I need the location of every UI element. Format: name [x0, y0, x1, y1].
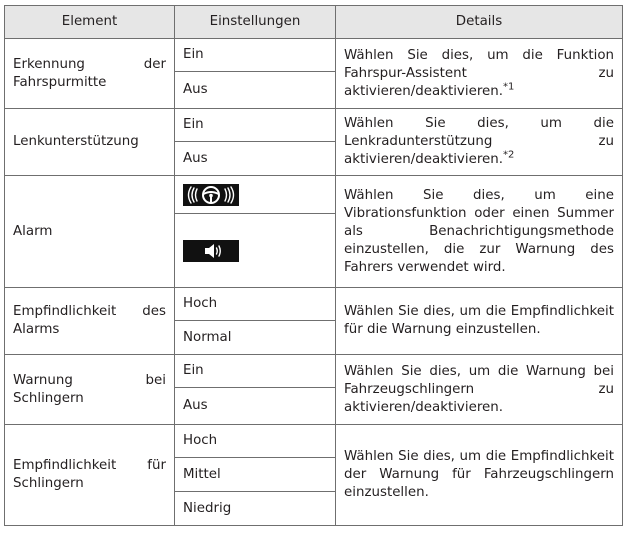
footnote-marker: *2 [503, 149, 515, 161]
setting-option-cell: Hoch [175, 425, 336, 458]
element-label: Alarm [13, 223, 53, 239]
details-cell: Wählen Sie dies, um eine Vibrationsfunktion oder einen Summer als Benachrichtigungsmethode einzustellen, die zur Warnung des Fahrers verwendet wird. [336, 176, 623, 288]
setting-option-cell: Ein [175, 109, 336, 142]
element-label: Warnung bei Schlingern [13, 372, 166, 406]
details-cell: Wählen Sie dies, um die Warnung bei Fahrzeugschlingern zu aktivieren/deaktivieren. [336, 355, 623, 425]
setting-option-cell: Ein [175, 39, 336, 72]
header-details: Details [336, 6, 623, 39]
setting-option-cell: Ein [175, 355, 336, 388]
setting-option-cell: Hoch [175, 288, 336, 321]
element-label: Empfindlichkeit des Alarms [13, 304, 166, 337]
table-row [5, 176, 623, 214]
setting-option-cell [175, 176, 336, 214]
element-cell [5, 288, 175, 355]
details-text: Wählen Sie dies, um die Lenkradunterstützung zu aktivieren/deaktivieren. [344, 116, 614, 167]
element-label: Erkennung der Fahrspurmitte [13, 56, 166, 90]
table-row [5, 425, 623, 458]
element-cell [5, 39, 175, 109]
element-label: Empfindlichkeit für Schlingern [13, 458, 166, 491]
element-cell [5, 109, 175, 176]
setting-option-cell: Aus [175, 388, 336, 425]
setting-option-cell: Aus [175, 142, 336, 176]
element-cell [5, 176, 175, 288]
settings-table [4, 5, 623, 526]
setting-option-cell: Aus [175, 72, 336, 109]
setting-option-cell [175, 214, 336, 288]
details-cell [336, 39, 623, 109]
details-cell: Wählen Sie dies, um die Empfindlichkeit für die Warnung einzustellen. [336, 288, 623, 355]
steering-wheel-vibration-icon [183, 184, 239, 206]
element-label: Lenkunterstützung [13, 134, 139, 149]
header-element: Element [5, 6, 175, 39]
element-cell [5, 355, 175, 425]
details-text: Wählen Sie dies, um die Funktion Fahrspur-Assistent zu aktivieren/deaktivieren. [344, 47, 614, 99]
setting-option-cell: Normal [175, 321, 336, 355]
buzzer-speaker-icon [183, 240, 239, 262]
setting-option-cell: Niedrig [175, 492, 336, 526]
table-row [5, 39, 623, 72]
table-row [5, 109, 623, 142]
header-row [5, 6, 623, 39]
details-cell [336, 109, 623, 176]
table-row [5, 355, 623, 388]
header-settings: Einstellungen [175, 6, 336, 39]
element-cell [5, 425, 175, 526]
setting-option-cell: Mittel [175, 458, 336, 492]
footnote-marker: *1 [503, 81, 515, 93]
details-cell: Wählen Sie dies, um die Empfindlichkeit der Warnung für Fahrzeugschlingern einzustellen. [336, 425, 623, 526]
table-row [5, 288, 623, 321]
